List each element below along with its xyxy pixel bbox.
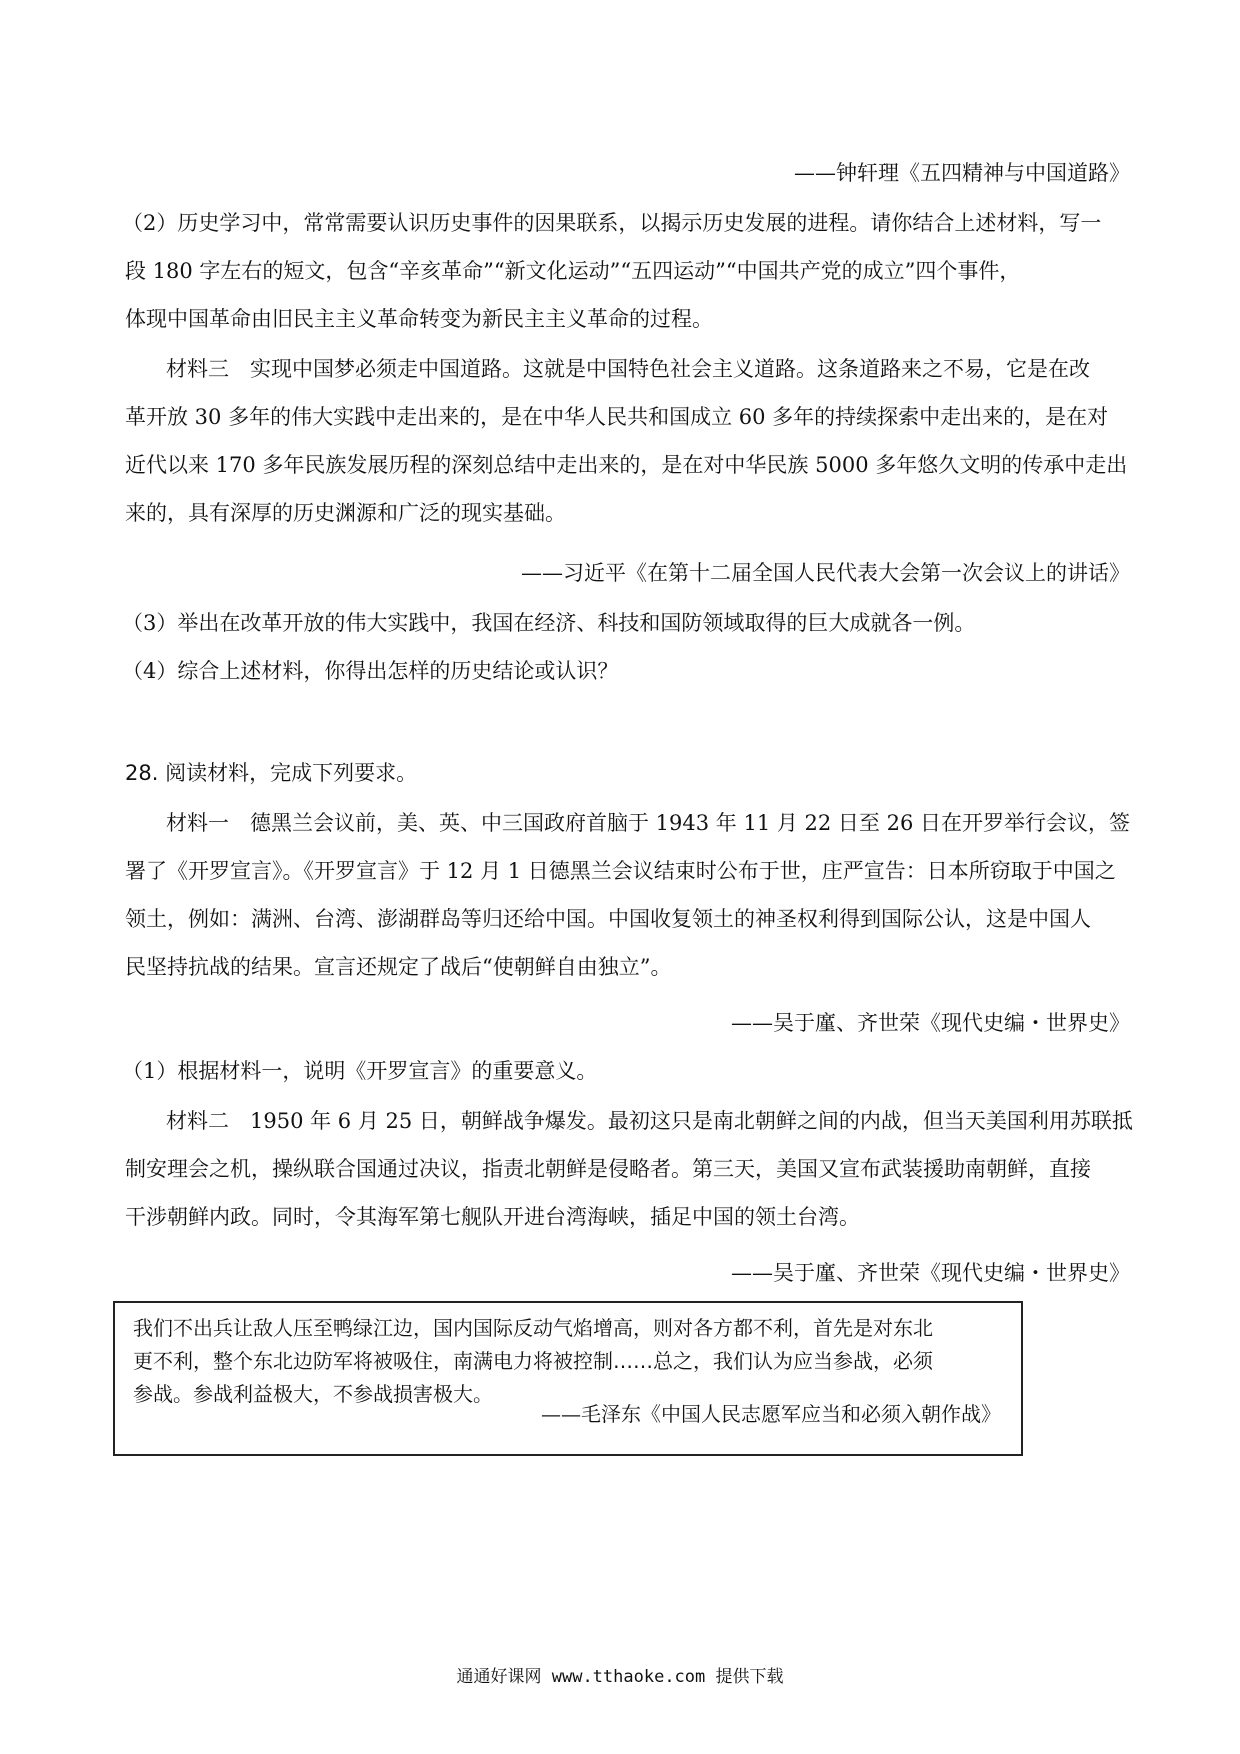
material-1-line: 署了《开罗宣言》。《开罗宣言》于 12 月 1 日德黑兰会议结束时公布于世，庄严宣告：日本所窃取于中国之	[125, 859, 1116, 883]
source-citation: ——钟轩理《五四精神与中国道路》	[794, 161, 1130, 185]
material-3-line: 来的，具有深厚的历史渊源和广泛的现实基础。	[125, 501, 566, 525]
material-3-line: 革开放 30 多年的伟大实践中走出来的，是在中华人民共和国成立 60 多年的持续探索中走出来的，是在对	[125, 405, 1109, 429]
quote-source: ——毛泽东《中国人民志愿军应当和必须入朝作战》	[541, 1402, 1001, 1426]
quote-line: 我们不出兵让敌人压至鸭绿江边，国内国际反动气焰增高，则对各方都不利，首先是对东北	[133, 1316, 933, 1340]
material-3-line: 材料三 实现中国梦必须走中国道路。这就是中国特色社会主义道路。这条道路来之不易，它是在改	[166, 357, 1090, 381]
material-2-line: 材料二 1950 年 6 月 25 日，朝鲜战争爆发。最初这只是南北朝鲜之间的内战，但当天美国利用苏联抵	[166, 1109, 1133, 1133]
quote-box	[113, 1301, 1023, 1456]
question-4: （4）综合上述材料，你得出怎样的历史结论或认识？	[122, 659, 619, 683]
question-2-line: 段 180 字左右的短文，包含“辛亥革命”“新文化运动”“五四运动”“中国共产党的成立”四个事件，	[125, 259, 1021, 283]
material-1-line: 民坚持抗战的结果。宣言还规定了战后“使朝鲜自由独立”。	[125, 955, 672, 979]
question-28-heading: 28. 阅读材料，完成下列要求。	[125, 761, 418, 785]
material-1-line: 领土，例如：满洲、台湾、澎湖群岛等归还给中国。中国收复领土的神圣权利得到国际公认，这是中国人	[125, 907, 1091, 931]
question-28-1: （1）根据材料一，说明《开罗宣言》的重要意义。	[122, 1059, 598, 1083]
quote-line: 参战。参战利益极大，不参战损害极大。	[133, 1382, 493, 1406]
source-citation: ——习近平《在第十二届全国人民代表大会第一次会议上的讲话》	[521, 561, 1130, 585]
question-3: （3）举出在改革开放的伟大实践中，我国在经济、科技和国防领域取得的巨大成就各一例。	[122, 611, 976, 635]
material-2-line: 干涉朝鲜内政。同时，令其海军第七舰队开进台湾海峡，插足中国的领土台湾。	[125, 1205, 860, 1229]
material-2-line: 制安理会之机，操纵联合国通过决议，指责北朝鲜是侵略者。第三天，美国又宣布武装援助南朝鲜，直接	[125, 1157, 1091, 1181]
question-2-line: 体现中国革命由旧民主主义革命转变为新民主主义革命的过程。	[125, 307, 713, 331]
source-citation: ——吴于廑、齐世荣《现代史编・世界史》	[731, 1261, 1130, 1285]
footer-watermark: 通通好课网 www.tthaoke.com 提供下载	[456, 1667, 784, 1687]
material-3-line: 近代以来 170 多年民族发展历程的深刻总结中走出来的，是在对中华民族 5000 多年悠久文明的传承中走出	[125, 453, 1128, 477]
material-1-line: 材料一 德黑兰会议前，美、英、中三国政府首脑于 1943 年 11 月 22 日至 26 日在开罗举行会议，签	[166, 811, 1131, 835]
question-2-line: （2）历史学习中，常常需要认识历史事件的因果联系，以揭示历史发展的进程。请你结合上述材料，写一	[122, 211, 1102, 235]
source-citation: ——吴于廑、齐世荣《现代史编・世界史》	[731, 1011, 1130, 1035]
quote-line: 更不利，整个东北边防军将被吸住，南满电力将被控制……总之，我们认为应当参战，必须	[133, 1349, 933, 1373]
